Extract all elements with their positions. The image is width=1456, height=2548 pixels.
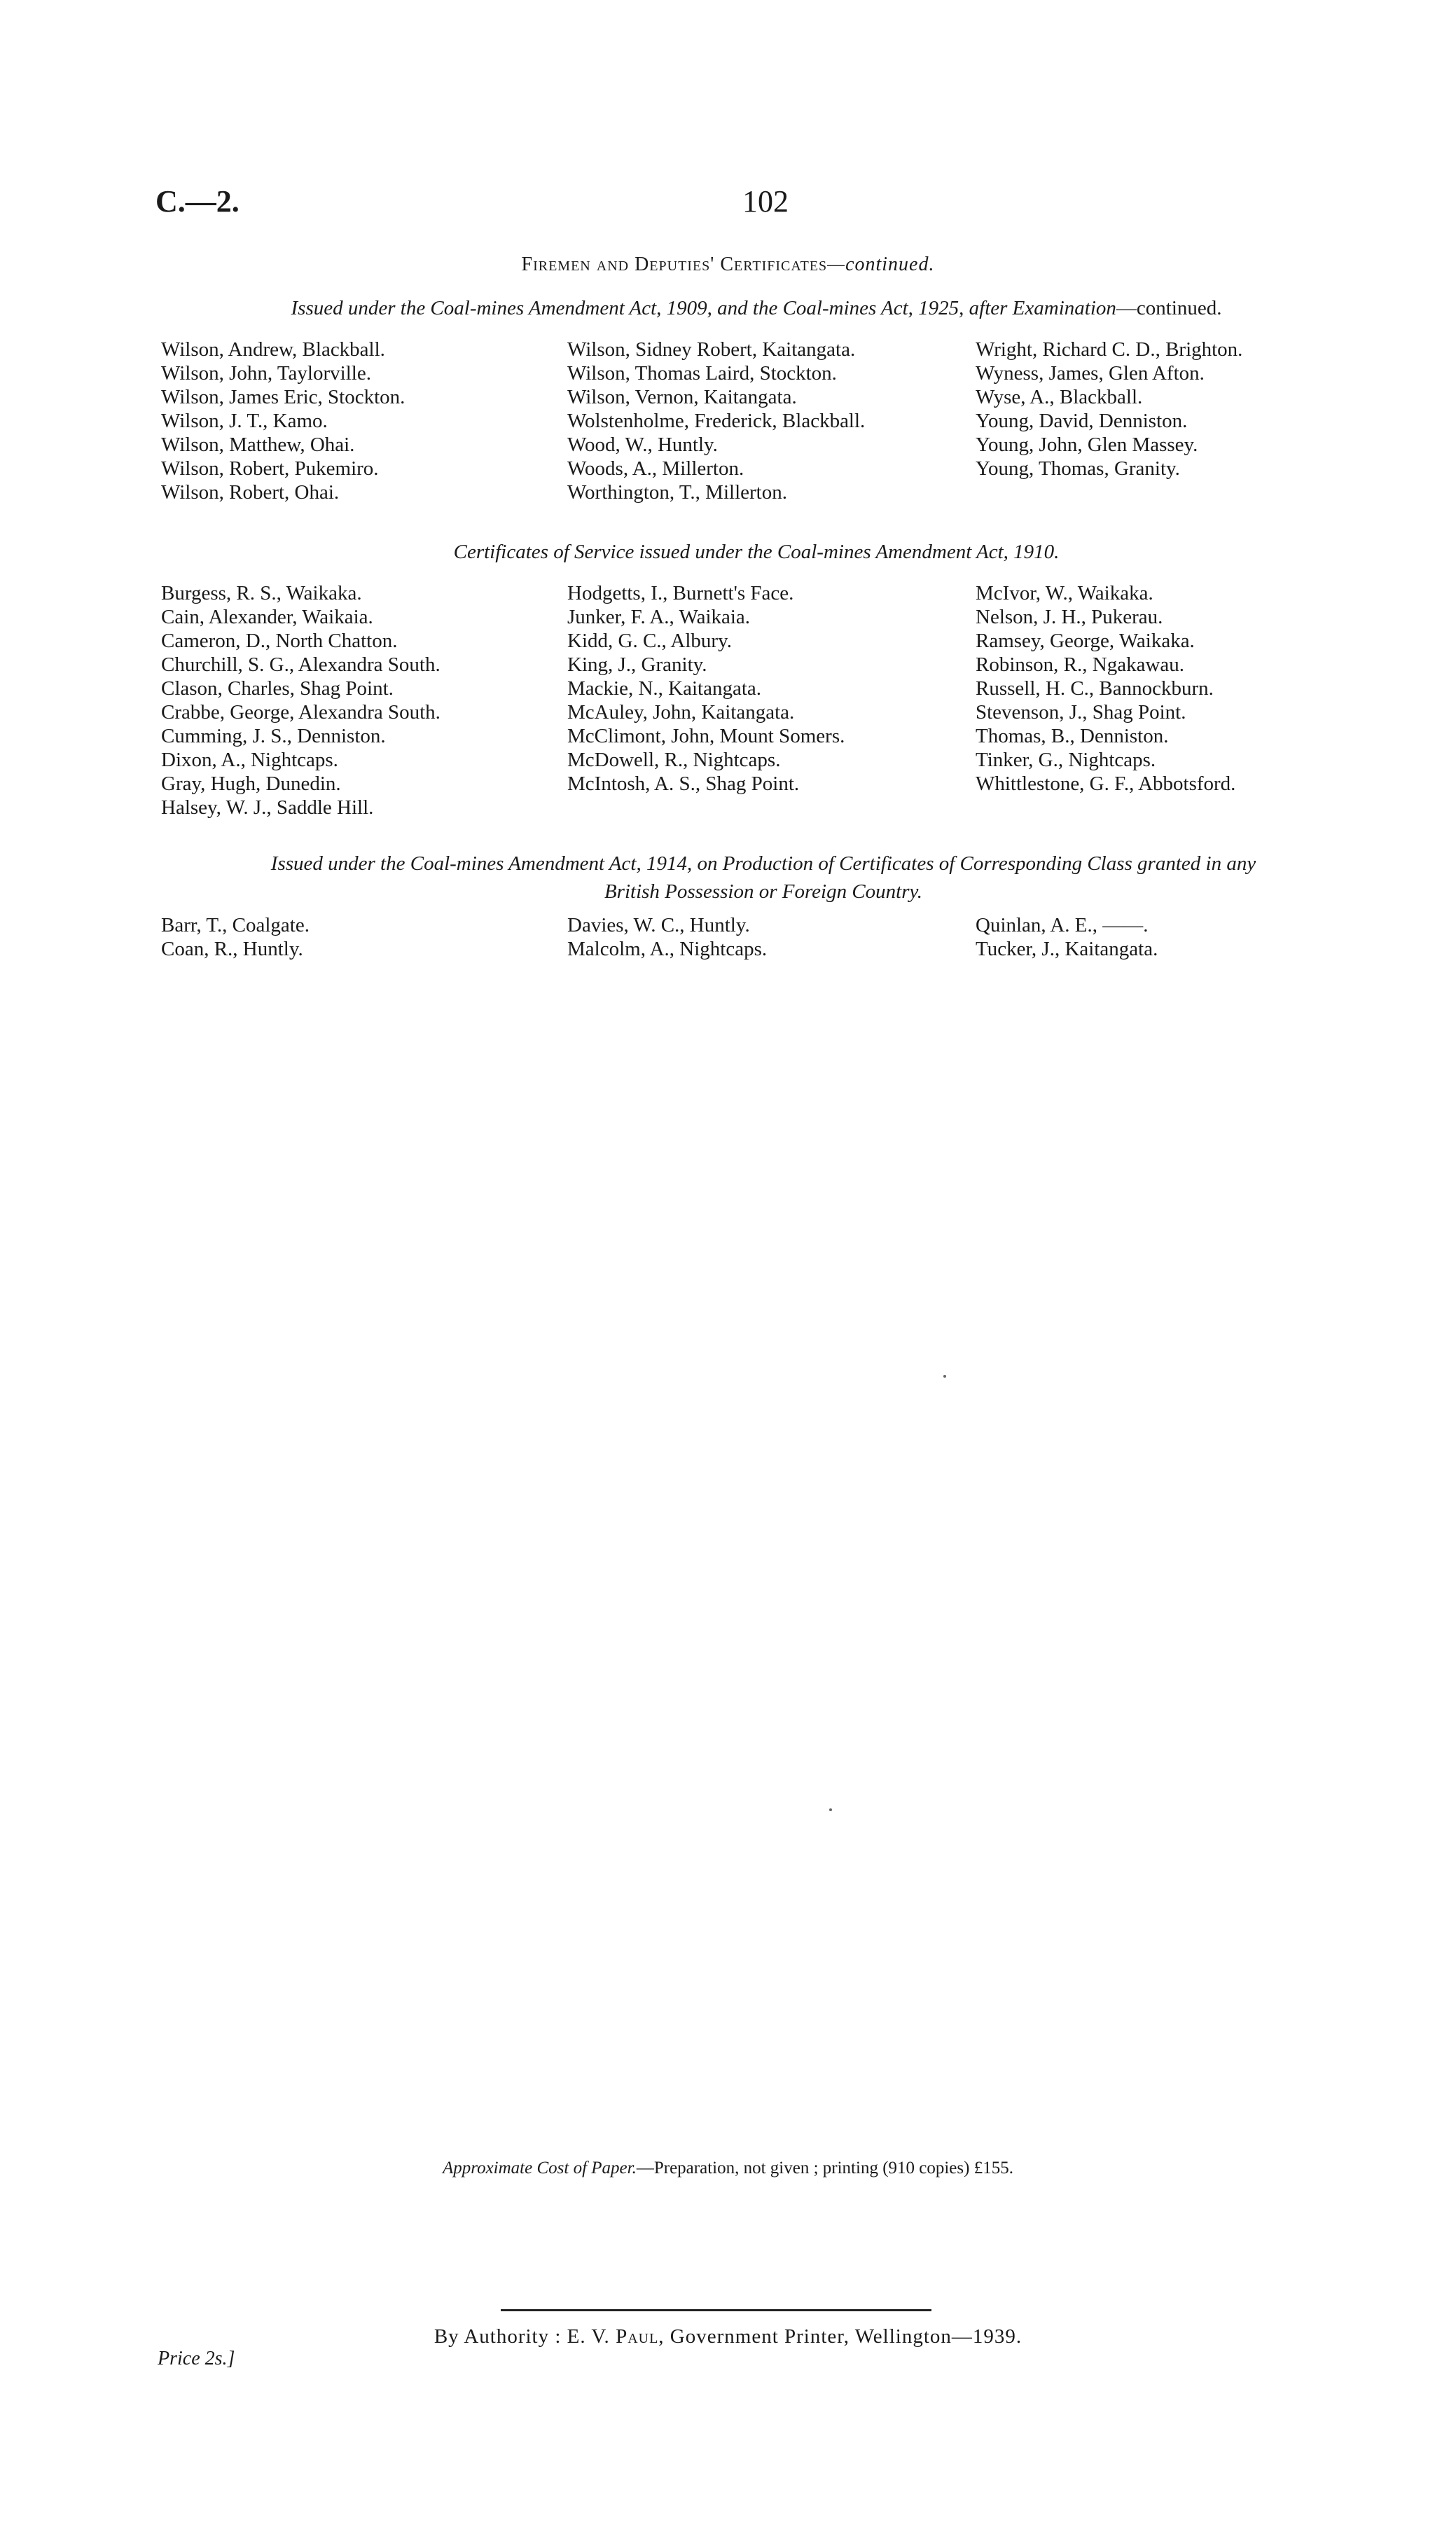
authority-prefix: By Authority : E. V.: [434, 2325, 616, 2348]
list-item: Mackie, N., Kaitangata.: [567, 677, 762, 700]
list-item: Tinker, G., Nightcaps.: [976, 749, 1156, 771]
list-item: Quinlan, A. E., ——.: [976, 914, 1149, 936]
cost-label: Approximate Cost of Paper.: [443, 2159, 637, 2177]
list-item: Kidd, G. C., Albury.: [567, 630, 732, 652]
printer-name: Paul: [616, 2325, 659, 2348]
name-column-1: [161, 913, 310, 961]
section-title-caps: Firemen and Deputies' Certificates: [521, 254, 828, 275]
list-item: Wilson, Robert, Ohai.: [161, 481, 340, 504]
list-item: Ramsey, George, Waikaka.: [976, 630, 1195, 652]
list-item: Tucker, J., Kaitangata.: [976, 938, 1158, 960]
list-item: Cumming, J. S., Denniston.: [161, 725, 386, 747]
name-column-2: [567, 581, 845, 796]
block-heading-text: Issued under the Coal-mines Amendment Act, 1909, and the Coal-mines Act, 1925, after Examination: [291, 297, 1116, 319]
name-column-2: [567, 913, 767, 961]
list-item: Whittlestone, G. F., Abbotsford.: [976, 773, 1236, 795]
section-title: [0, 254, 1456, 276]
list-item: Coan, R., Huntly.: [161, 938, 303, 960]
footer-rule: [501, 2309, 931, 2311]
list-item: Burgess, R. S., Waikaka.: [161, 582, 362, 604]
list-item: Stevenson, J., Shag Point.: [976, 701, 1186, 723]
list-item: Russell, H. C., Bannockburn.: [976, 677, 1214, 700]
list-item: Crabbe, George, Alexandra South.: [161, 701, 441, 723]
list-item: Wilson, Robert, Pukemiro.: [161, 457, 379, 480]
list-item: Nelson, J. H., Pukerau.: [976, 606, 1163, 628]
name-column-3: [976, 913, 1158, 961]
list-item: Wilson, John, Taylorville.: [161, 362, 371, 385]
list-item: Gray, Hugh, Dunedin.: [161, 773, 341, 795]
list-item: Young, Thomas, Granity.: [976, 457, 1180, 480]
list-item: McClimont, John, Mount Somers.: [567, 725, 845, 747]
list-item: Wright, Richard C. D., Brighton.: [976, 338, 1243, 361]
list-item: King, J., Granity.: [567, 653, 707, 676]
block-heading-line2: British Possession or Foreign Country.: [604, 880, 923, 903]
scan-speck: [943, 1375, 946, 1378]
block-heading-service: Certificates of Service issued under the Coal-mines Amendment Act, 1910.: [453, 541, 1060, 563]
cost-text: —Preparation, not given ; printing (910 copies) £155.: [636, 2159, 1013, 2177]
list-item: Wilson, Vernon, Kaitangata.: [567, 386, 797, 408]
list-item: Wilson, Thomas Laird, Stockton.: [567, 362, 837, 385]
list-item: Cameron, D., North Chatton.: [161, 630, 398, 652]
list-item: Woods, A., Millerton.: [567, 457, 744, 480]
list-item: Junker, F. A., Waikaia.: [567, 606, 751, 628]
list-item: Halsey, W. J., Saddle Hill.: [161, 796, 374, 819]
part-label: C.—2.: [155, 184, 240, 219]
name-column-3: [976, 338, 1242, 480]
list-item: Malcolm, A., Nightcaps.: [567, 938, 768, 960]
list-item: Wood, W., Huntly.: [567, 434, 718, 456]
block-heading-suffix: —continued.: [1116, 297, 1222, 319]
list-item: Wilson, Matthew, Ohai.: [161, 434, 355, 456]
list-item: Wolstenholme, Frederick, Blackball.: [567, 410, 866, 432]
section-title-suffix: —continued.: [827, 254, 935, 275]
list-item: Wilson, Sidney Robert, Kaitangata.: [567, 338, 856, 361]
list-item: Young, David, Denniston.: [976, 410, 1188, 432]
list-item: Thomas, B., Denniston.: [976, 725, 1169, 747]
list-item: Cain, Alexander, Waikaia.: [161, 606, 373, 628]
list-item: Hodgetts, I., Burnett's Face.: [567, 582, 794, 604]
list-item: McIvor, W., Waikaka.: [976, 582, 1153, 604]
list-item: Clason, Charles, Shag Point.: [161, 677, 394, 700]
cost-note: [0, 2159, 1456, 2178]
scan-speck: [829, 1808, 832, 1811]
list-item: Wilson, Andrew, Blackball.: [161, 338, 385, 361]
list-item: Wilson, J. T., Kamo.: [161, 410, 328, 432]
price-note: Price 2s.]: [158, 2348, 235, 2369]
list-item: McIntosh, A. S., Shag Point.: [567, 773, 800, 795]
list-item: Dixon, A., Nightcaps.: [161, 749, 338, 771]
list-item: Robinson, R., Ngakawau.: [976, 653, 1185, 676]
list-item: Young, John, Glen Massey.: [976, 434, 1198, 456]
name-column-1: [161, 581, 441, 819]
printer-authority: [0, 2325, 1456, 2348]
name-column-2: [567, 338, 865, 504]
name-column-1: [161, 338, 405, 504]
list-item: Worthington, T., Millerton.: [567, 481, 787, 504]
block-heading-line1: Issued under the Coal-mines Amendment Act, 1914, on Production of Certificates of Corresponding Class granted in any: [270, 852, 1256, 875]
name-column-3: [976, 581, 1235, 796]
page-number: 102: [742, 184, 789, 219]
list-item: McDowell, R., Nightcaps.: [567, 749, 781, 771]
list-item: McAuley, John, Kaitangata.: [567, 701, 795, 723]
list-item: Davies, W. C., Huntly.: [567, 914, 750, 936]
block-heading-examination: [140, 294, 1373, 322]
list-item: Wyness, James, Glen Afton.: [976, 362, 1205, 385]
list-item: Wilson, James Eric, Stockton.: [161, 386, 405, 408]
list-item: Wyse, A., Blackball.: [976, 386, 1143, 408]
list-item: Barr, T., Coalgate.: [161, 914, 310, 936]
block-heading-foreign: [151, 850, 1376, 906]
list-item: Churchill, S. G., Alexandra South.: [161, 653, 441, 676]
authority-suffix: , Government Printer, Wellington—1939.: [658, 2325, 1022, 2348]
